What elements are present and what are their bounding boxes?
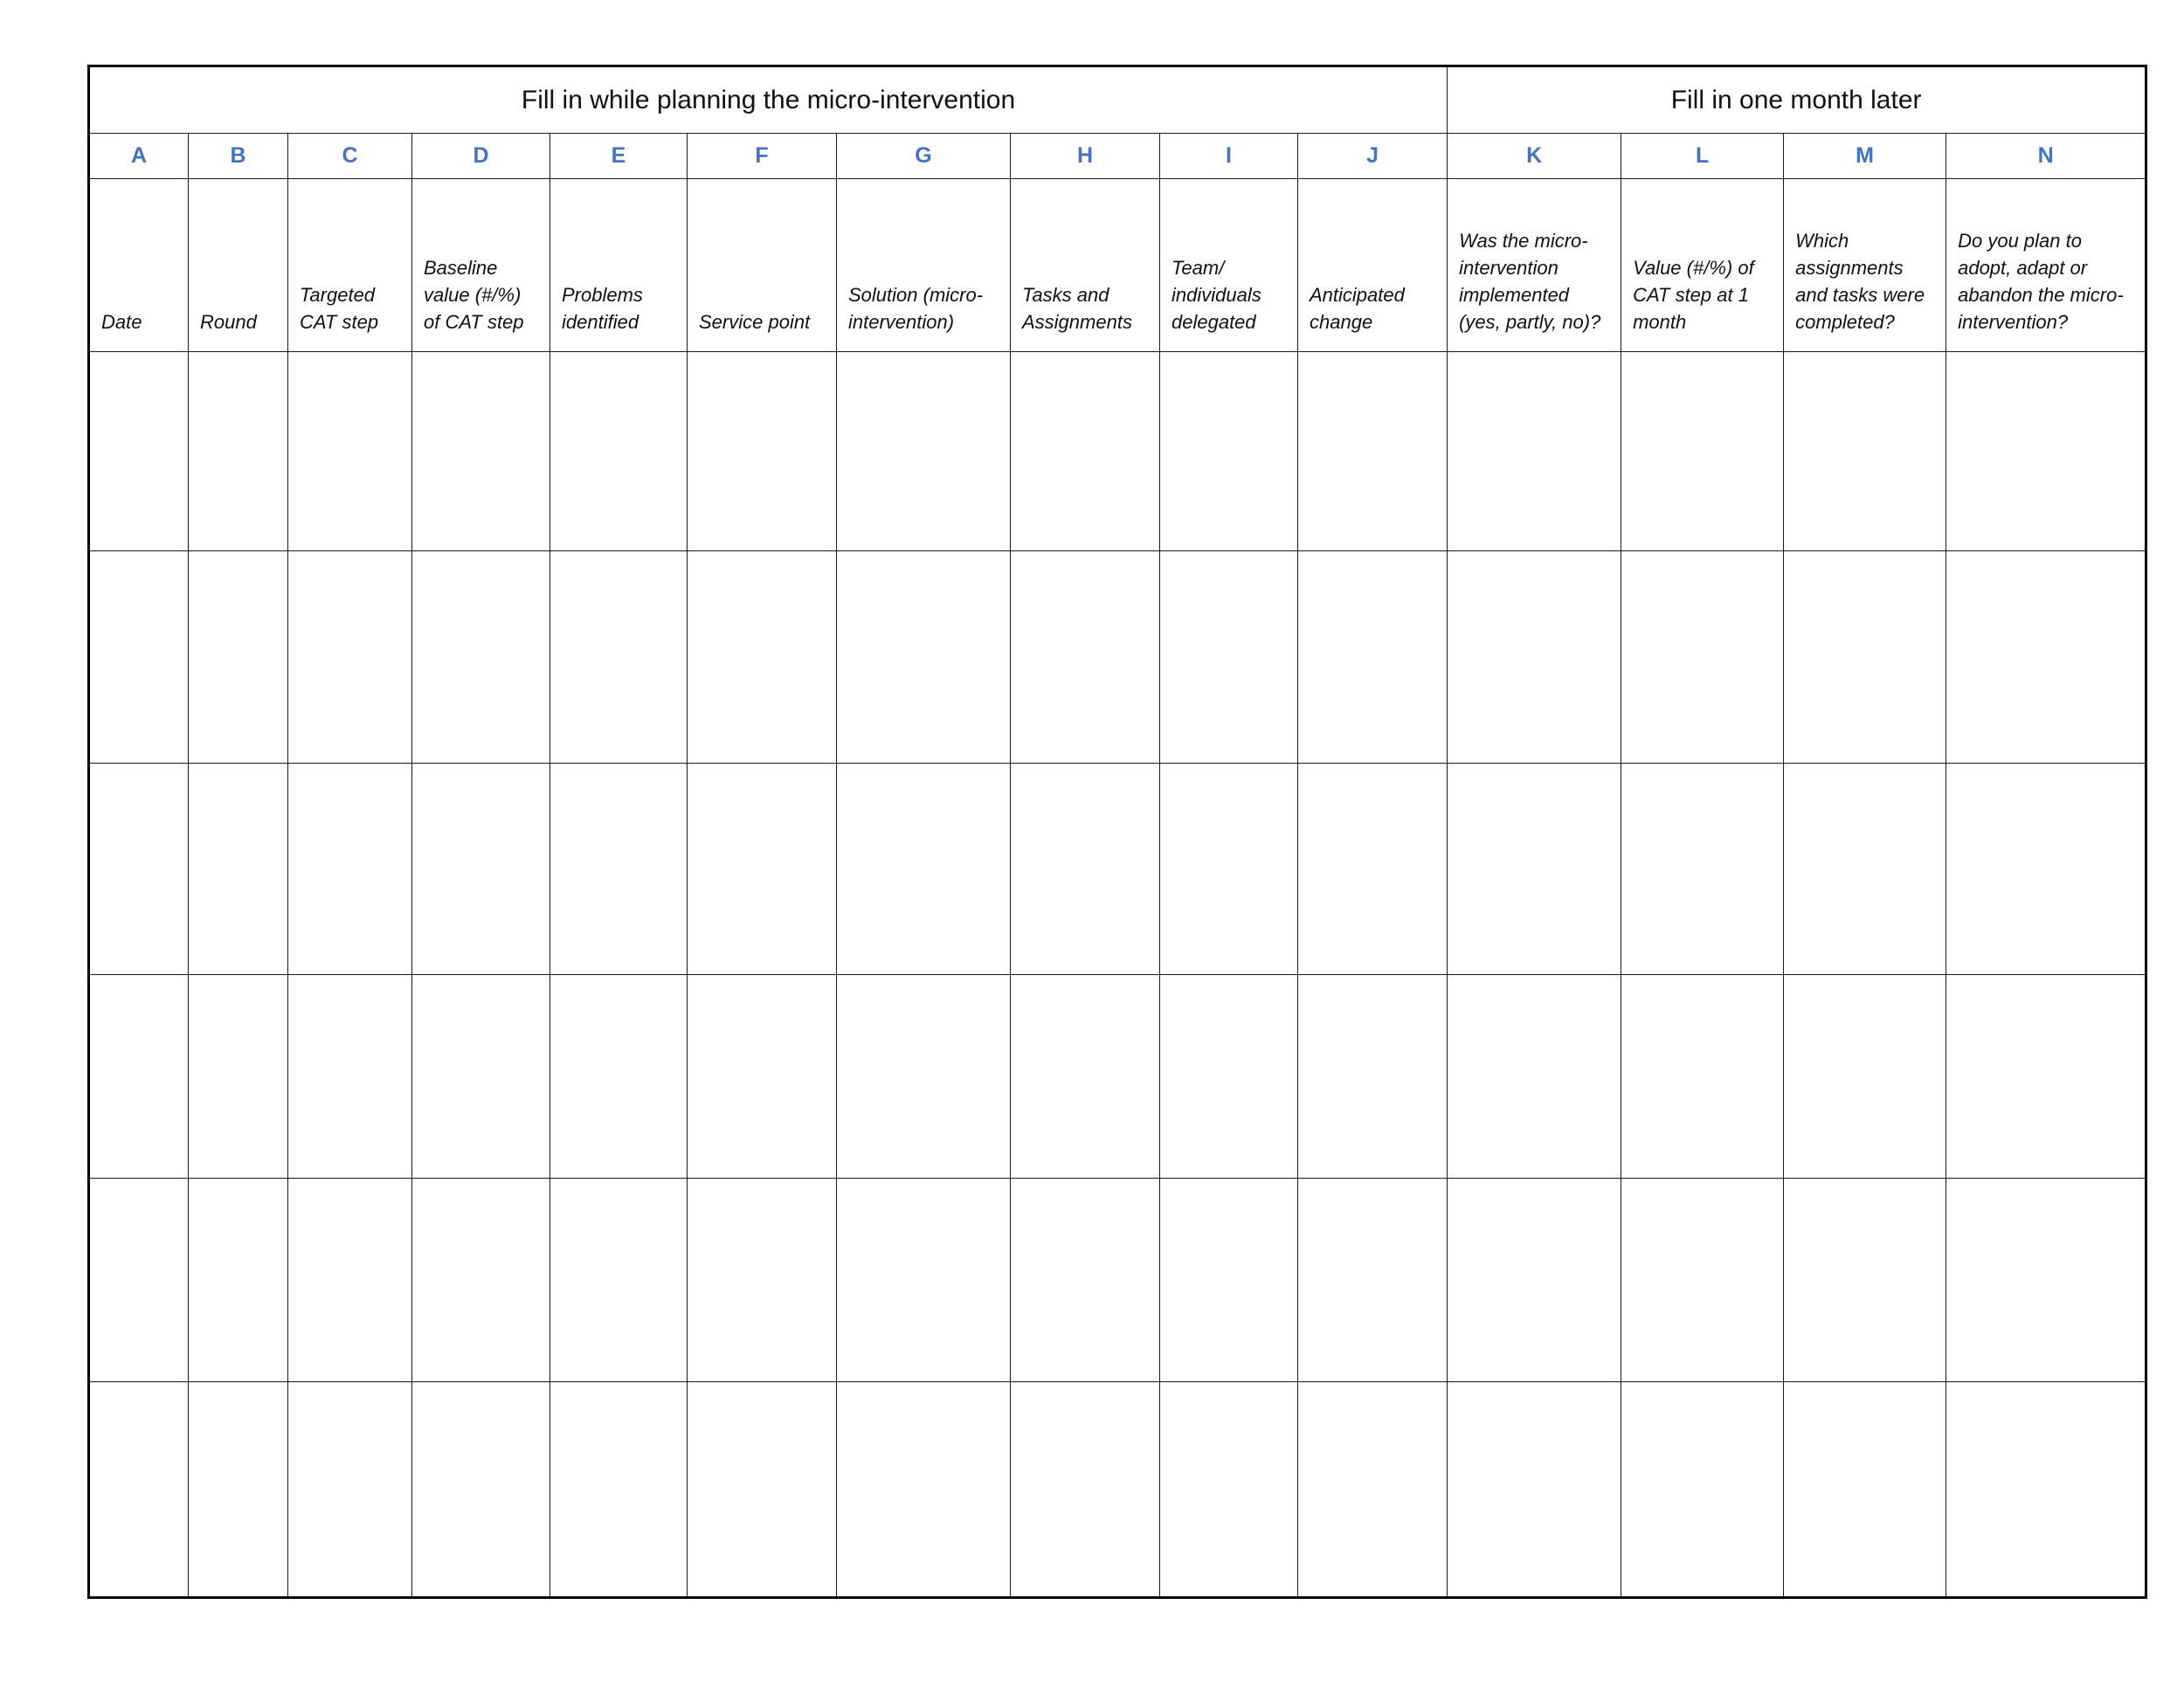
- entry-cell-b[interactable]: [189, 975, 288, 1179]
- column-label-i: Team/ individuals delegated: [1160, 179, 1298, 352]
- entry-cell-h[interactable]: [1011, 551, 1160, 764]
- entry-cell-b[interactable]: [189, 352, 288, 551]
- entry-cell-e[interactable]: [550, 1179, 688, 1382]
- column-label-e: Problems identified: [550, 179, 688, 352]
- entry-cell-a[interactable]: [89, 551, 189, 764]
- entry-cell-f[interactable]: [688, 1179, 837, 1382]
- column-label-l: Value (#/%) of CAT step at 1 month: [1621, 179, 1784, 352]
- column-label-m: Which assignments and tasks were completed?: [1784, 179, 1946, 352]
- entry-cell-i[interactable]: [1160, 1382, 1298, 1598]
- entry-cell-c[interactable]: [288, 1382, 412, 1598]
- entry-cell-c[interactable]: [288, 551, 412, 764]
- entry-cell-f[interactable]: [688, 1382, 837, 1598]
- column-letter-f: F: [688, 134, 837, 179]
- entry-cell-f[interactable]: [688, 551, 837, 764]
- column-label-j: Anticipated change: [1298, 179, 1448, 352]
- entry-cell-n[interactable]: [1946, 975, 2146, 1179]
- entry-row: [89, 1179, 2146, 1382]
- entry-cell-l[interactable]: [1621, 352, 1784, 551]
- entry-cell-e[interactable]: [550, 764, 688, 975]
- column-label-c: Targeted CAT step: [288, 179, 412, 352]
- entry-cell-n[interactable]: [1946, 1382, 2146, 1598]
- entry-cell-j[interactable]: [1298, 1382, 1448, 1598]
- entry-cell-g[interactable]: [837, 1382, 1011, 1598]
- entry-cell-b[interactable]: [189, 1382, 288, 1598]
- column-label-a: Date: [89, 179, 189, 352]
- column-letter-h: H: [1011, 134, 1160, 179]
- entry-cell-a[interactable]: [89, 352, 189, 551]
- entry-cell-f[interactable]: [688, 975, 837, 1179]
- entry-cell-g[interactable]: [837, 551, 1011, 764]
- entry-cell-l[interactable]: [1621, 1382, 1784, 1598]
- entry-row: [89, 1382, 2146, 1598]
- column-letter-i: I: [1160, 134, 1298, 179]
- entry-cell-n[interactable]: [1946, 551, 2146, 764]
- column-letter-m: M: [1784, 134, 1946, 179]
- entry-cell-l[interactable]: [1621, 764, 1784, 975]
- entry-cell-m[interactable]: [1784, 1179, 1946, 1382]
- entry-cell-e[interactable]: [550, 551, 688, 764]
- entry-cell-a[interactable]: [89, 1382, 189, 1598]
- entry-cell-d[interactable]: [412, 764, 550, 975]
- entry-cell-a[interactable]: [89, 764, 189, 975]
- entry-cell-m[interactable]: [1784, 352, 1946, 551]
- entry-cell-e[interactable]: [550, 352, 688, 551]
- entry-cell-d[interactable]: [412, 551, 550, 764]
- entry-cell-f[interactable]: [688, 764, 837, 975]
- micro-intervention-worksheet: [87, 65, 2147, 1599]
- entry-cell-b[interactable]: [189, 764, 288, 975]
- entry-row: [89, 975, 2146, 1179]
- entry-cell-m[interactable]: [1784, 975, 1946, 1179]
- entry-cell-d[interactable]: [412, 352, 550, 551]
- column-letter-c: C: [288, 134, 412, 179]
- entry-cell-k[interactable]: [1448, 975, 1621, 1179]
- entry-cell-i[interactable]: [1160, 975, 1298, 1179]
- entry-cell-g[interactable]: [837, 1179, 1011, 1382]
- entry-cell-i[interactable]: [1160, 764, 1298, 975]
- column-label-k: Was the micro-intervention implemented (yes, partly, no)?: [1448, 179, 1621, 352]
- entry-cell-c[interactable]: [288, 764, 412, 975]
- entry-cell-h[interactable]: [1011, 352, 1160, 551]
- entry-cell-f[interactable]: [688, 352, 837, 551]
- entry-row: [89, 551, 2146, 764]
- entry-cell-k[interactable]: [1448, 764, 1621, 975]
- entry-cell-d[interactable]: [412, 1179, 550, 1382]
- column-letter-n: N: [1946, 134, 2146, 179]
- entry-cell-l[interactable]: [1621, 551, 1784, 764]
- entry-cell-k[interactable]: [1448, 1382, 1621, 1598]
- group-header-row: [89, 66, 2146, 134]
- entry-row: [89, 764, 2146, 975]
- column-letter-g: G: [837, 134, 1011, 179]
- entry-cell-b[interactable]: [189, 1179, 288, 1382]
- entry-cell-n[interactable]: [1946, 764, 2146, 975]
- entry-cell-j[interactable]: [1298, 764, 1448, 975]
- column-letter-b: B: [189, 134, 288, 179]
- entry-cell-b[interactable]: [189, 551, 288, 764]
- entry-cell-h[interactable]: [1011, 975, 1160, 1179]
- column-description-row: [89, 179, 2146, 352]
- entry-cell-n[interactable]: [1946, 1179, 2146, 1382]
- column-label-n: Do you plan to adopt, adapt or abandon the micro-intervention?: [1946, 179, 2146, 352]
- entry-cell-m[interactable]: [1784, 551, 1946, 764]
- entry-cell-k[interactable]: [1448, 1179, 1621, 1382]
- entry-cell-c[interactable]: [288, 1179, 412, 1382]
- entry-row: [89, 352, 2146, 551]
- column-letter-row: [89, 134, 2146, 179]
- column-label-f: Service point: [688, 179, 837, 352]
- entry-cell-g[interactable]: [837, 975, 1011, 1179]
- column-letter-j: J: [1298, 134, 1448, 179]
- entry-cell-j[interactable]: [1298, 551, 1448, 764]
- entry-cell-m[interactable]: [1784, 1382, 1946, 1598]
- entry-cell-k[interactable]: [1448, 551, 1621, 764]
- column-letter-e: E: [550, 134, 688, 179]
- entry-cell-a[interactable]: [89, 975, 189, 1179]
- entry-cell-h[interactable]: [1011, 1382, 1160, 1598]
- entry-cell-j[interactable]: [1298, 352, 1448, 551]
- entry-cell-n[interactable]: [1946, 352, 2146, 551]
- planning-group-header: Fill in while planning the micro-intervention: [89, 66, 1448, 134]
- entry-cell-j[interactable]: [1298, 1179, 1448, 1382]
- entry-cell-k[interactable]: [1448, 352, 1621, 551]
- entry-cell-j[interactable]: [1298, 975, 1448, 1179]
- followup-group-header: Fill in one month later: [1448, 66, 2146, 134]
- entry-cell-g[interactable]: [837, 352, 1011, 551]
- entry-cell-e[interactable]: [550, 975, 688, 1179]
- entry-cell-h[interactable]: [1011, 1179, 1160, 1382]
- entry-cell-d[interactable]: [412, 1382, 550, 1598]
- entry-cell-i[interactable]: [1160, 352, 1298, 551]
- column-label-b: Round: [189, 179, 288, 352]
- entry-cell-i[interactable]: [1160, 1179, 1298, 1382]
- column-label-d: Baseline value (#/%) of CAT step: [412, 179, 550, 352]
- column-letter-a: A: [89, 134, 189, 179]
- entry-cell-m[interactable]: [1784, 764, 1946, 975]
- entry-cell-l[interactable]: [1621, 1179, 1784, 1382]
- entry-cell-i[interactable]: [1160, 551, 1298, 764]
- entry-cell-e[interactable]: [550, 1382, 688, 1598]
- column-label-h: Tasks and Assignments: [1011, 179, 1160, 352]
- column-letter-k: K: [1448, 134, 1621, 179]
- entry-cell-d[interactable]: [412, 975, 550, 1179]
- entry-cell-c[interactable]: [288, 352, 412, 551]
- column-letter-l: L: [1621, 134, 1784, 179]
- column-label-g: Solution (micro-intervention): [837, 179, 1011, 352]
- entry-cell-l[interactable]: [1621, 975, 1784, 1179]
- column-letter-d: D: [412, 134, 550, 179]
- entry-cell-h[interactable]: [1011, 764, 1160, 975]
- entry-cell-g[interactable]: [837, 764, 1011, 975]
- entry-cell-c[interactable]: [288, 975, 412, 1179]
- entry-cell-a[interactable]: [89, 1179, 189, 1382]
